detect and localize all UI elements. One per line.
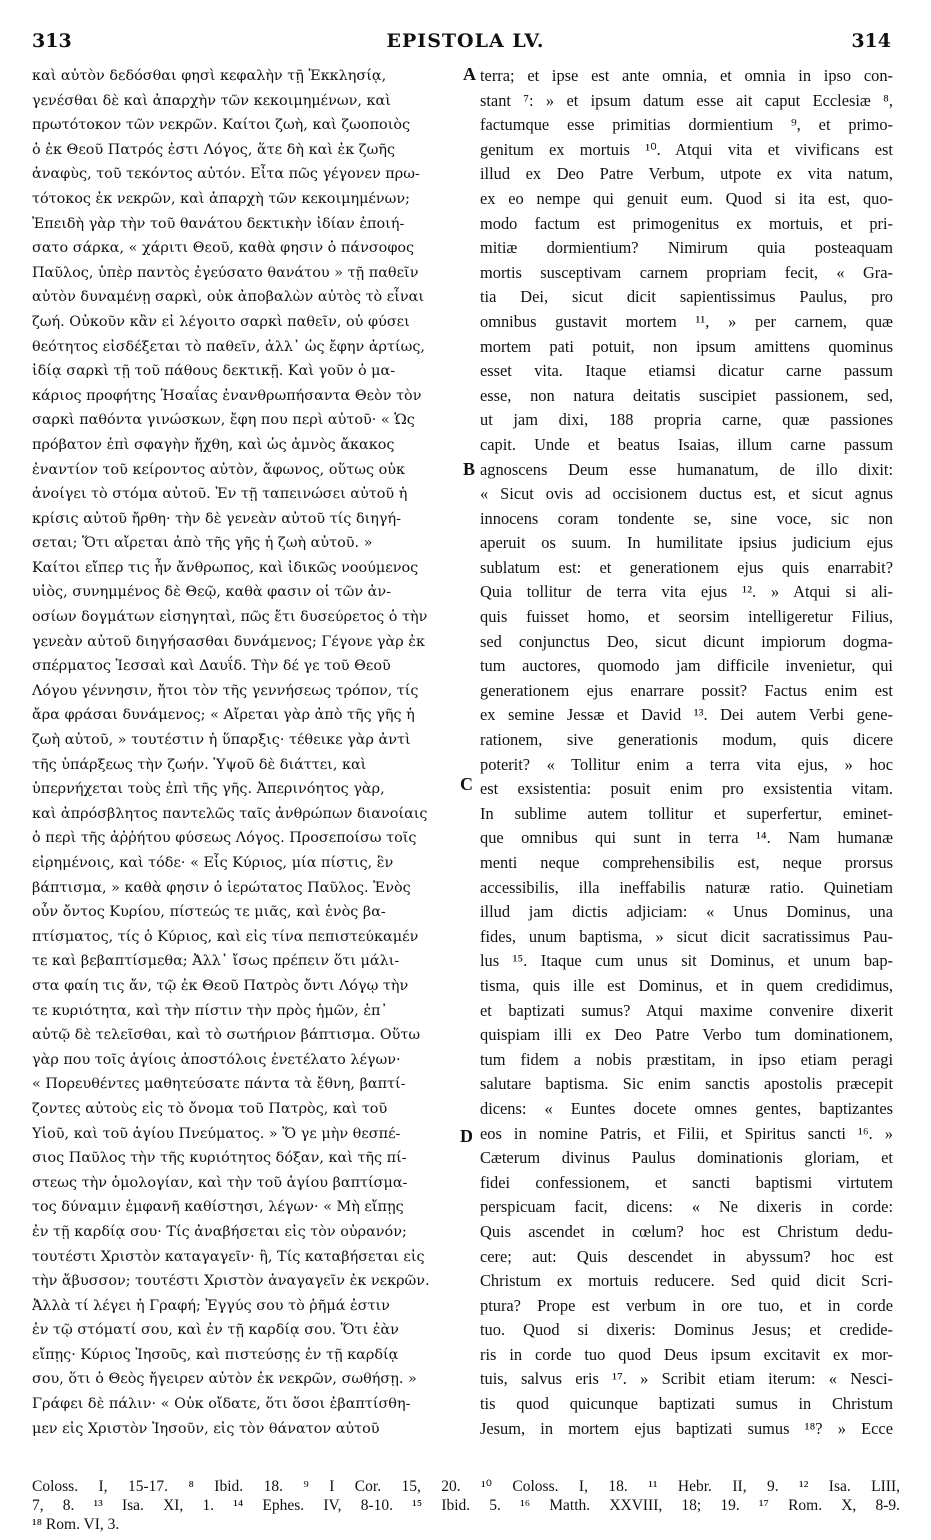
greek-text-line: σου, ὅτι ὁ Θεὸς ἤγειρεν αὐτὸν ἐκ νεκρῶν, σωθήσῃ. » xyxy=(32,1371,417,1388)
greek-text-line: στεως τὴν ὁμολογίαν, καὶ τὴν τοῦ ἁγίου βαπτίσμα- xyxy=(32,1174,408,1191)
greek-text-line: τος δύναμιν ἐμφανῆ καθίστησι, λέγων· « Μὴ εἴπῃς xyxy=(32,1199,404,1216)
latin-text-line: tis quod quicunque baptizati sumus in Christum xyxy=(480,1394,893,1414)
latin-text-line: cere; aut: Quis descendet in abyssum? hoc est xyxy=(480,1246,893,1266)
latin-text-line: fidei confessionem, et sancti baptismi virtutem xyxy=(480,1172,893,1192)
greek-text-line: ἰδίᾳ σαρκὶ τῇ τοῦ πάθους δεκτικῇ. Καὶ γοῦν ὁ μα- xyxy=(32,363,396,380)
greek-text-line: τὴν ἄβυσσον; τουτέστι Χριστὸν ἀναγαγεῖν ἐκ νεκρῶν. xyxy=(32,1273,430,1290)
latin-text-line: tuis, salvus eris ¹⁷. » Scribit etiam iterum: « Nesci- xyxy=(480,1369,893,1389)
latin-text-line: fides, unum baptisma, » sicut dicit sacratissimus Pau- xyxy=(480,926,893,946)
latin-text-line: aperuit os suum. In humilitate ipsius judicium ejus xyxy=(480,533,893,553)
latin-text-line: ex semine Jessæ et David ¹³. Dei autem Verbi gene- xyxy=(480,705,893,725)
margin-letter-c: C xyxy=(460,774,473,794)
greek-text-line: καὶ ἀπρόσβλητος παντελῶς ταῖς ἀνθρώπων διανοίαις xyxy=(32,805,428,822)
latin-text-line: sublatum est: et generationem ejus quis enarrabit? xyxy=(480,557,893,577)
greek-text-line: οὖν ὄντος Κυρίου, πίστεώς τε μιᾶς, καὶ ἑνὸς βα- xyxy=(32,904,386,921)
latin-text-line: agnoscens Deum esse humanatum, de illo dixit: xyxy=(480,459,893,479)
greek-text-line: Ἀλλὰ τί λέγει ἡ Γραφή; Ἐγγύς σου τὸ ῥῆμά ἐστιν xyxy=(32,1297,390,1314)
greek-text-line: σεται; Ὅτι αἴρεται ἀπὸ τῆς γῆς ἡ ζωὴ αὐτοῦ. » xyxy=(32,535,373,552)
latin-text-line: Quis ascendet in cœlum? hoc est Christum dedu- xyxy=(480,1221,893,1241)
greek-text-line: Υἱοῦ, καὶ τοῦ ἁγίου Πνεύματος. » Ὅ γε μὴν θεσπέ- xyxy=(32,1125,401,1142)
greek-text-line: Λόγου γέννησιν, ἤτοι τὸν τῆς γεννήσεως τρόπον, τίς xyxy=(32,682,419,699)
footnotes xyxy=(32,1477,900,1534)
latin-text-line: tum auctores, quomodo jam difficile invenietur, qui xyxy=(480,656,893,676)
greek-text-line: ἀναφὺς, τοῦ τεκόντος αὐτόν. Εἶτα πῶς γέγονεν πρω- xyxy=(32,166,420,183)
latin-text-line: factumque esse primitias dormientium ⁹, et primo- xyxy=(480,115,893,135)
greek-text-line: « Πορευθέντες μαθητεύσατε πάντα τὰ ἔθνη, βαπτί- xyxy=(32,1076,406,1093)
latin-text-line: capit. Unde et beatus Isaias, illum carne passum xyxy=(480,434,893,454)
latin-text-line: menti neque comprehensibilis est, neque prorsus xyxy=(480,853,893,872)
latin-text-line: et baptizati sumus? Atqui maxime convenire dixerit xyxy=(480,1000,893,1020)
latin-text-line: modo factum est primogenitus ex mortuis, et pri- xyxy=(480,213,893,233)
latin-text-line: rationem, sive generationis modum, quis dicere xyxy=(480,730,893,750)
running-title: EPISTOLA LV. xyxy=(386,30,545,52)
greek-text-line: βάπτισμα, » καθὰ φησιν ὁ ἱερώτατος Παῦλος. Ἑνὸς xyxy=(32,879,411,896)
latin-text-line: tum fidem a nobis præstitam, in ipso etiam peragi xyxy=(480,1049,893,1069)
greek-text-line: γὰρ που τοῖς ἁγίοις ἀποστόλοις ἐνετέλατο λέγων· xyxy=(32,1051,401,1068)
latin-text-line: innocens coram tondente se, sine voce, sic non xyxy=(480,508,893,528)
greek-text-line: Παῦλος, ὑπὲρ παντὸς ἐγεύσατο θανάτου » τῇ παθεῖν xyxy=(32,264,419,281)
latin-text-line: Cæterum divinus Paulus dominationis gloriam, et xyxy=(480,1148,893,1168)
footnote-line: ¹⁸ Rom. VI, 3. xyxy=(32,1516,120,1533)
greek-text-line: τε κυριότητα, καὶ τὴν πίστιν τὴν πρὸς ἡμῶν, ἐπ᾽ xyxy=(32,1002,388,1019)
greek-text-line: ζωή. Οὐκοῦν κἂν εἰ λέγοιτο σαρκὶ παθεῖν, οὐ φύσει xyxy=(32,313,410,330)
greek-text-line: πρωτότοκον τῶν νεκρῶν. Καίτοι ζωὴ, καὶ ζωοποιὸς xyxy=(32,117,411,134)
greek-text-line: θεότητος εἰσδέξεται τὸ παθεῖν, ἀλλ᾽ ὡς ἔφην ἀρτίως, xyxy=(32,338,425,355)
greek-text-line: Καίτοι εἴπερ τις ἦν ἄνθρωπος, καὶ ἰδικῶς νοούμενος xyxy=(32,559,419,576)
greek-text-line: εἴπῃς· Κύριος Ἰησοῦς, καὶ πιστεύσῃς ἐν τῇ καρδίᾳ xyxy=(32,1346,399,1363)
latin-text-line: ut jam dixi, 188 propria carne, quæ passiones xyxy=(480,410,893,430)
right-page-number: 314 xyxy=(851,30,891,52)
footnote-line: 7, 8. ¹³ Isa. XI, 1. ¹⁴ Ephes. IV, 8-10. ¹⁵ Ibid. 5. ¹⁶ Matth. XXVIII, 18; 19. ¹⁷ Rom. X, 8-9. xyxy=(32,1497,900,1514)
latin-text-line: illud jam dictis adjiciam: « Unus Dominus, una xyxy=(480,902,893,922)
latin-text-line: accessibilis, illa ineffabilis naturæ ratio. Quinetiam xyxy=(480,877,893,897)
latin-text-line: tuo. Quod si dixeris: Dominus Jesus; et credide- xyxy=(480,1320,893,1340)
latin-text-line: « Sicut ovis ad occisionem ductus est, et sicut agnus xyxy=(480,484,893,504)
latin-text-line: dicens: « Euntes docete omnes gentes, baptizantes xyxy=(480,1098,893,1118)
greek-text-line: σιος Παῦλος τὴν τῆς κυριότητος δόξαν, καὶ τῆς πί- xyxy=(32,1150,407,1167)
latin-text-line: perspicuam facit, dicens: « Ne dixeris in corde: xyxy=(480,1197,893,1217)
greek-text-line: ἄρα φράσαι δυνάμενος; « Αἴρεται γὰρ ἀπὸ τῆς γῆς ἡ xyxy=(32,707,415,724)
latin-text-line: tisma, quis ille est Dominus, et in quem credidimus, xyxy=(480,975,893,995)
greek-text-line: τότοκος ἐκ νεκρῶν, καὶ ἀπαρχὴ τῶν κεκοιμημένων; xyxy=(32,190,410,207)
margin-letter-b: B xyxy=(463,459,476,479)
latin-text-line: Jesum, in mortem ejus baptizati sumus ¹⁸? » Ecce xyxy=(480,1418,893,1438)
greek-text-line: πρόβατον ἐπὶ σφαγὴν ἤχθη, καὶ ὡς ἀμνὸς ἄκακος xyxy=(32,436,395,453)
greek-text-line: γενεὰν αὐτοῦ διηγήσασθαι δυνάμενος; Γέγονε γὰρ ἐκ xyxy=(32,633,425,650)
greek-text-column xyxy=(32,64,464,1441)
greek-text-line: ὁ περὶ τῆς ἀῤῥήτου φύσεως Λόγος. Προσεποίσω τοῖς xyxy=(32,830,417,847)
latin-text-line: ris in corde tuo quod Deus ipsum excitavit ex mor- xyxy=(480,1344,893,1364)
latin-text-line: ptura? Prope est verbum in ore tuo, et in corde xyxy=(480,1295,893,1315)
greek-text-line: καὶ αὐτὸν δεδόσθαι φησὶ κεφαλὴν τῇ Ἐκκλησίᾳ, xyxy=(32,68,387,84)
greek-text-line: ἐν τῇ καρδίᾳ σου· Τίς ἀναβήσεται εἰς τὸν οὐρανόν; xyxy=(32,1223,407,1240)
latin-text-line: poterit? « Tollitur enim a terra vita ejus, » hoc xyxy=(480,754,893,774)
greek-text-line: εἰρημένοις, καὶ τόδε· « Εἷς Κύριος, μία πίστις, ἓν xyxy=(32,855,394,871)
greek-text-line: τε καὶ βεβαπτίσμεθα; Ἀλλ᾽ ἴσως πρέπειν ὅτι μάλι- xyxy=(32,953,400,970)
greek-text-line: ἐναντίον τοῦ κείροντος αὐτὸν, ἄφωνος, οὕτως οὐκ xyxy=(32,461,405,478)
left-page-number: 313 xyxy=(32,30,72,52)
latin-text-line: genitum ex mortuis ¹⁰. Atqui vita et vivificans est xyxy=(480,139,893,159)
latin-text-line: mitiæ dormientium? Nimirum quia posteaquam xyxy=(480,238,893,258)
greek-text-line: σπέρματος Ἰεσσαὶ καὶ Δαυΐδ. Τὴν δέ γε τοῦ Θεοῦ xyxy=(32,658,391,675)
greek-text-line: ὑπερνήχεται τοὺς ἐπὶ τῆς γῆς. Ἀπερινόητος γὰρ, xyxy=(32,781,385,798)
greek-text-line: Γράφει δὲ πάλιν· « Οὐκ οἴδατε, ὅτι ὅσοι ἐβαπτίσθη- xyxy=(32,1396,411,1413)
greek-text-line: τουτέστι Χριστὸν καταγαγεῖν· ἢ, Τίς καταβήσεται εἰς xyxy=(32,1248,425,1265)
latin-text-line: quispiam illi ex Deo Patre Verbo tum dominationem, xyxy=(480,1025,893,1045)
greek-text-line: σατο σάρκα, « χάριτι Θεοῦ, καθὰ φησιν ὁ πάνσοφος xyxy=(32,240,415,257)
latin-text-line: sed conjunctus Deo, sicut dicunt impiorum dogma- xyxy=(480,631,893,651)
margin-letter-a: A xyxy=(463,64,476,84)
latin-text-line: mortem pati potuit, non ipsum amittens quominus xyxy=(480,336,893,356)
latin-text-line: Quia tollitur de terra vita ejus ¹². » Atqui si ali- xyxy=(480,582,893,602)
latin-text-line: generationem ejus enarrare possit? Factus enim est xyxy=(480,680,893,700)
greek-text-line: κάριος προφήτης Ἡσαΐας ἐνανθρωπήσαντα Θεὸν τὸν xyxy=(32,387,422,404)
latin-text-line: terra; et ipse est ante omnia, et omnia in ipso con- xyxy=(480,66,893,85)
latin-text-column xyxy=(480,64,893,1441)
greek-text-line: υἱὸς, συνημμένος δὲ Θεῷ, καθὰ φασιν οἱ τῶν ἀν- xyxy=(32,584,391,601)
greek-text-line: ζωὴ αὐτοῦ, » τουτέστιν ἡ ὕπαρξις· τέθεικε γὰρ ἀντὶ xyxy=(32,732,411,749)
latin-text-line: quis fuisset homo, et seorsim intelligeretur Filius, xyxy=(480,607,893,627)
latin-text-line: salutare baptisma. Sic enim sanctis apostolis præcepit xyxy=(480,1074,893,1094)
greek-text-line: τῆς ὑπάρξεως τὴν ζωήν. Ὑψοῦ δὲ διάττει, καὶ xyxy=(32,756,367,773)
latin-text-line: omnibus gustavit mortem ¹¹, » per carnem, quæ xyxy=(480,311,893,331)
footnote-line: Coloss. I, 15-17. ⁸ Ibid. 18. ⁹ I Cor. 15, 20. ¹⁰ Coloss. I, 18. ¹¹ Hebr. II, 9. ¹² Isa. LIII, xyxy=(32,1478,900,1495)
greek-text-line: γενέσθαι δὲ καὶ ἀπαρχὴν τῶν κεκοιμημένων, καὶ xyxy=(32,92,391,109)
greek-text-line: ζοντες αὐτοὺς εἰς τὸ ὄνομα τοῦ Πατρὸς, καὶ τοῦ xyxy=(32,1100,388,1117)
greek-text-line: στα φαίη τις ἄν, τῷ ἐκ Θεοῦ Πατρὸς ὄντι Λόγῳ τὴν xyxy=(32,977,409,994)
latin-text-line: esset vita. Itaque etiamsi dicatur carne passum xyxy=(480,361,893,381)
latin-text-line: esse, non natura deitatis suscipiet passionem, sed, xyxy=(480,385,893,405)
latin-text-line: lus ¹⁵. Itaque cum unus sit Dominus, et unum bap- xyxy=(480,951,893,971)
latin-text-line: ex eo nempe qui genuit eum. Quod si ita est, quo- xyxy=(480,188,893,208)
greek-text-line: αὐτὸν δυναμένῃ σαρκὶ, οὐκ ἀποβαλὼν αὐτὸς τὸ εἶναι xyxy=(32,289,424,306)
greek-text-line: οσίων δογμάτων εἰσηγηταὶ, πῶς ἔτι δυσεύρετος ὁ τὴν xyxy=(32,609,428,626)
latin-text-line: tia Dei, sicut dicit sapientissimus Paulus, pro xyxy=(480,287,893,307)
latin-text-line: mortis susceptivam carnem propriam fecit, « Gra- xyxy=(480,262,893,282)
latin-text-line: eos in nomine Patris, et Filii, et Spiritus sancti ¹⁶. » xyxy=(480,1123,893,1143)
greek-text-line: ἀνοίγει τὸ στόμα αὐτοῦ. Ἐν τῇ ταπεινώσει αὐτοῦ ἡ xyxy=(32,486,408,503)
latin-text-line: illud ex Deo Patre Verbum, utpote ex vita natum, xyxy=(480,164,893,184)
latin-text-line: Christum ex mortuis reducere. Sed quid dicit Scri- xyxy=(480,1271,893,1291)
greek-text-line: πτίσματος, τίς ὁ Κύριος, καὶ εἰς τίνα πεπιστεύκαμέν xyxy=(32,928,419,945)
latin-text-line: que omnibus qui sunt in terra ¹⁴. Nam humanæ xyxy=(480,828,893,848)
greek-text-line: αὐτῷ δὲ τελεῖσθαι, καὶ τὸ σωτήριον βάπτισμα. Οὕτω xyxy=(32,1027,421,1044)
greek-text-line: ὁ ἐκ Θεοῦ Πατρός ἐστι Λόγος, ἅτε δὴ καὶ ἐκ ζωῆς xyxy=(32,141,396,158)
greek-text-line: μεν εἰς Χριστὸν Ἰησοῦν, εἰς τὸν θάνατον αὐτοῦ xyxy=(32,1420,380,1437)
greek-text-line: κρίσις αὐτοῦ ἤρθη· τὴν δὲ γενεὰν αὐτοῦ τίς διηγή- xyxy=(32,510,401,527)
margin-letter-d: D xyxy=(460,1126,473,1146)
greek-text-line: ἐν τῷ στόματί σου, καὶ ἐν τῇ καρδίᾳ σου. Ὅτι ἐὰν xyxy=(32,1322,399,1339)
latin-text-line: stant ⁷: » et ipsum datum esse ait caput Ecclesiæ ⁸, xyxy=(480,90,893,110)
greek-text-line: Ἐπειδὴ γὰρ τὴν τοῦ θανάτου δεκτικὴν ἰδίαν ἐποιή- xyxy=(32,215,405,232)
latin-text-line: In sublime autem tollitur et superfertur, eminet- xyxy=(480,803,893,823)
greek-text-line: σαρκὶ παθόντα γινώσκων, ἔφη που περὶ αὐτοῦ· « Ὡς xyxy=(32,412,415,429)
latin-text-line: est exsistentia: posuit enim pro exsistentia vitam. xyxy=(480,779,893,799)
